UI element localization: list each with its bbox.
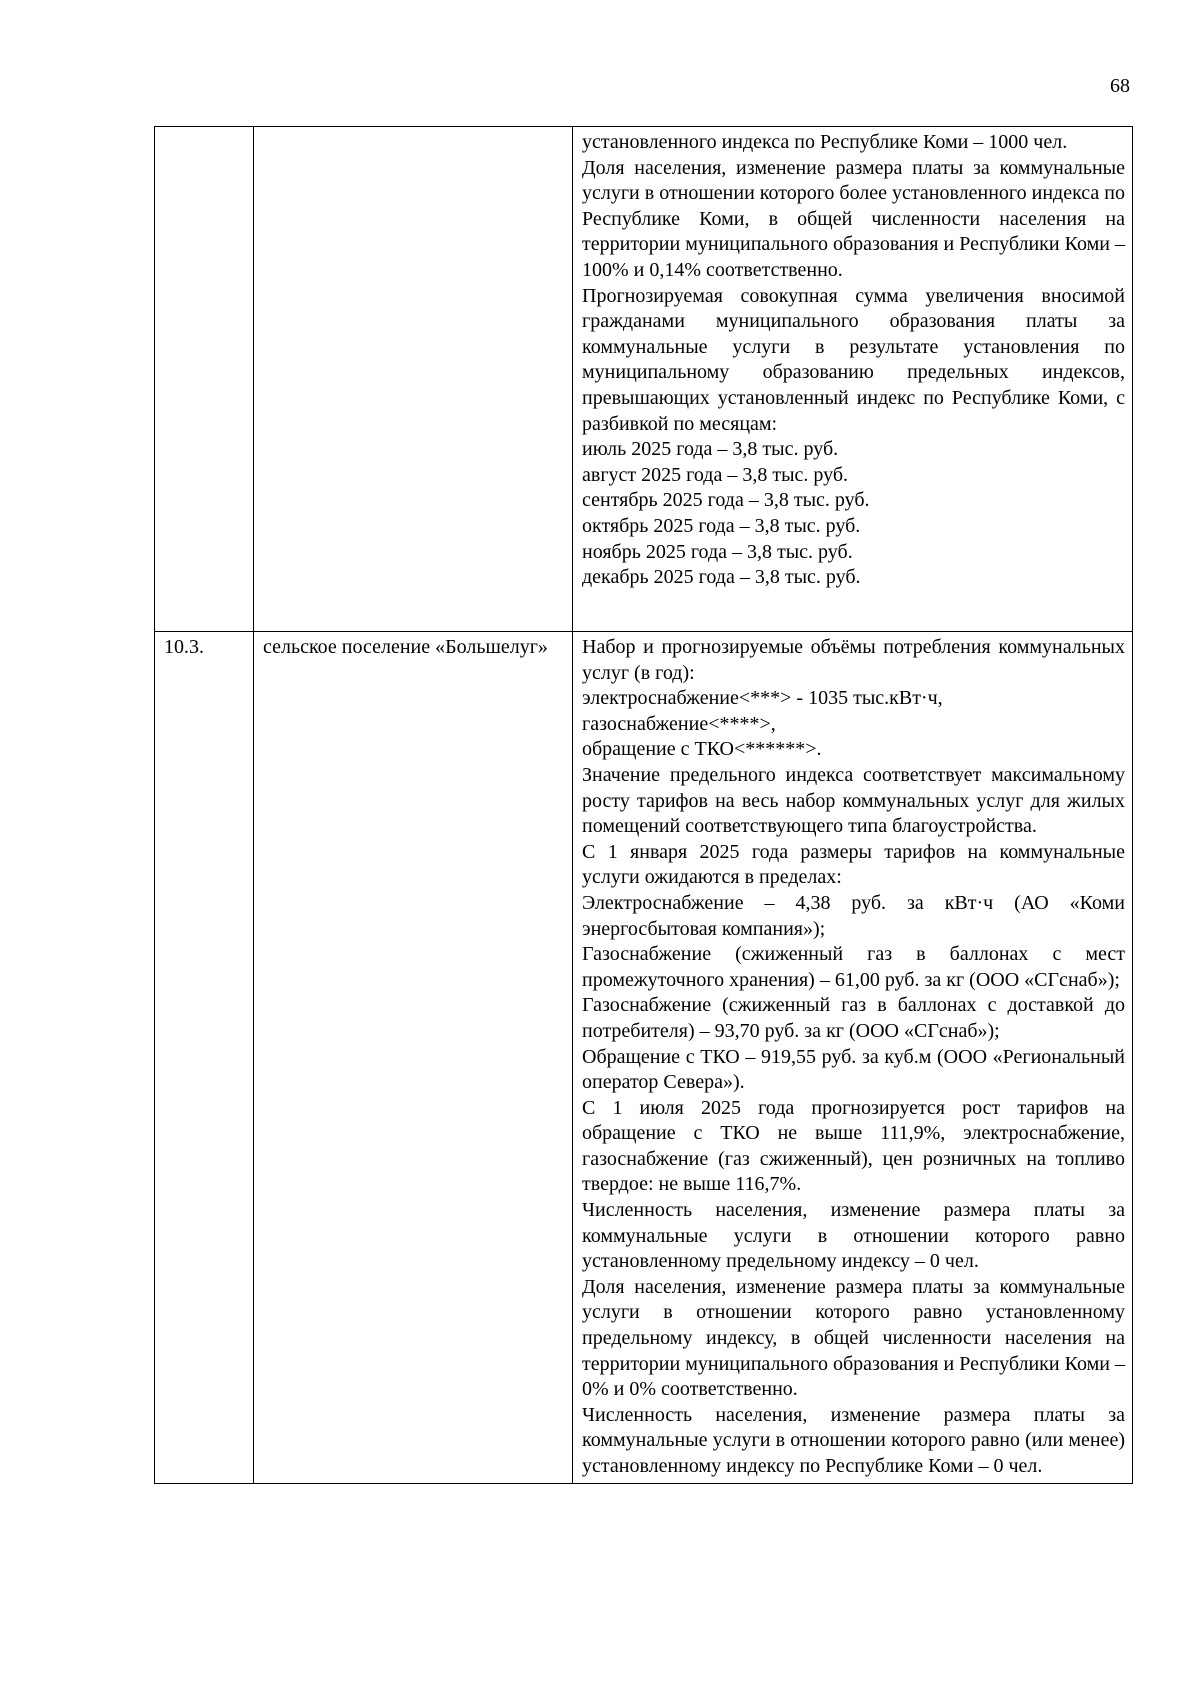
cell-number	[155, 127, 254, 632]
service-item: обращение с ТКО<******>.	[582, 738, 822, 761]
paragraph: Газоснабжение (сжиженный газ в баллонах с доставкой до потребителя) – 93,70 руб. за кг (ООО «СГснаб»);	[582, 994, 1125, 1042]
paragraph: Электроснабжение – 4,38 руб. за кВт·ч (АО «Коми энергосбытовая компания»);	[582, 891, 1125, 940]
paragraph: Значение предельного индекса соответствует максимальному росту тарифов на весь набор коммунальных услуг для жилых помещений соответствующего типа благоустройства.	[582, 763, 1125, 838]
paragraph: Доля населения, изменение размера платы за коммунальные услуги в отношении которого более установленного индекса по Республике Коми, в общей численности населения на территории муниципального образования и Республики Коми – 100% и 0,14% соответственно.	[582, 156, 1126, 281]
month-amount: октябрь 2025 года – 3,8 тыс. руб.	[582, 514, 861, 537]
paragraph: Обращение с ТКО – 919,55 руб. за куб.м (ООО «Региональный оператор Севера»).	[582, 1045, 1125, 1094]
month-amount: сентябрь 2025 года – 3,8 тыс. руб.	[582, 489, 870, 512]
cell-description	[573, 127, 1133, 632]
month-amount: август 2025 года – 3,8 тыс. руб.	[582, 463, 849, 486]
service-item: электроснабжение<***> - 1035 тыс.кВт·ч,	[582, 687, 943, 710]
month-amount: ноябрь 2025 года – 3,8 тыс. руб.	[582, 540, 853, 563]
cell-description	[573, 632, 1133, 1484]
paragraph: Прогнозируемая совокупная сумма увеличения вносимой гражданами муниципального образования платы за коммунальные услуги в результате установления по муниципальному образованию предельных индексов, превышающих установленный индекс по Республике Коми, с разбивкой по месяцам:	[582, 284, 1125, 435]
service-item: газоснабжение<****>,	[582, 712, 776, 735]
cell-number: 10.3.	[155, 632, 254, 1484]
paragraph: Набор и прогнозируемые объёмы потребления коммунальных услуг (в год):	[582, 636, 1125, 684]
month-amount: июль 2025 года – 3,8 тыс. руб.	[582, 438, 839, 461]
month-amount: декабрь 2025 года – 3,8 тыс. руб.	[582, 566, 861, 589]
paragraph: С 1 января 2025 года размеры тарифов на коммунальные услуги ожидаются в пределах:	[582, 840, 1125, 889]
paragraph: Численность населения, изменение размера платы за коммунальные услуги в отношении которого равно (или менее) установленному индексу по Республике Коми – 0 чел.	[582, 1403, 1125, 1477]
paragraph: С 1 июля 2025 года прогнозируется рост тарифов на обращение с ТКО не выше 111,9%, электроснабжение, газоснабжение (газ сжиженный), цен розничных на топливо твердое: не выше 116,7%.	[582, 1096, 1125, 1196]
paragraph: Численность населения, изменение размера платы за коммунальные услуги в отношении которого равно установленному предельному индексу – 0 чел.	[582, 1199, 1125, 1273]
paragraph: Доля населения, изменение размера платы за коммунальные услуги в отношении которого равно установленному предельному индексу, в общей численности населения на территории муниципального образования и Республики Коми – 0% и 0% соответственно.	[582, 1275, 1125, 1401]
cell-name: сельское поселение «Большелуг»	[254, 632, 573, 1484]
table-row	[155, 632, 1133, 1484]
page-number: 68	[1110, 75, 1130, 97]
paragraph: Газоснабжение (сжиженный газ в баллонах с мест промежуточного хранения) – 61,00 руб. за кг (ООО «СГснаб»);	[582, 943, 1125, 991]
table-row	[155, 127, 1133, 632]
content-table	[154, 126, 1133, 1484]
cell-name	[254, 127, 573, 632]
paragraph: установленного индекса по Республике Коми – 1000 чел.	[582, 131, 1068, 153]
